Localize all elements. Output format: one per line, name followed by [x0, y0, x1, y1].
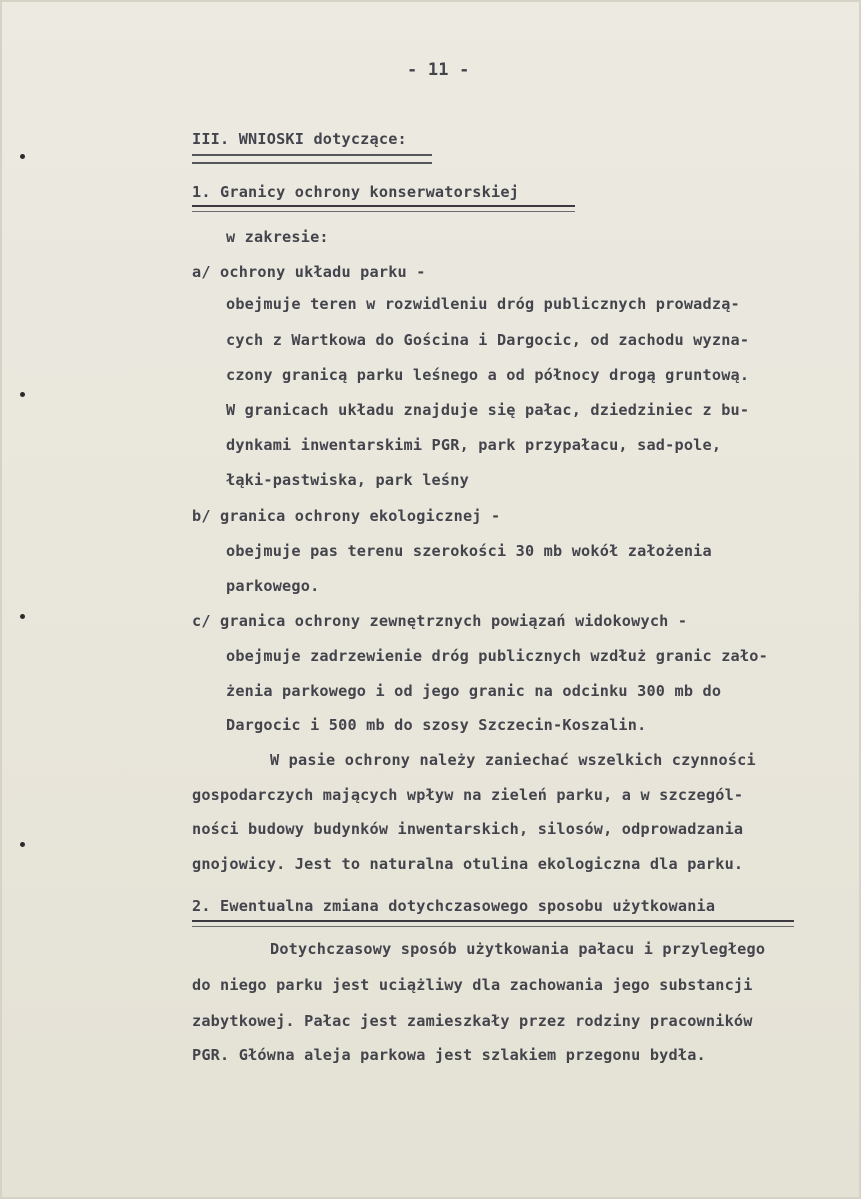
item-c-line: obejmuje zadrzewienie dróg publicznych wzdłuż granic zało-	[226, 647, 768, 665]
page-number: - 11 -	[407, 60, 470, 80]
paragraph-line: gospodarczych mających wpływ na zieleń parku, a w szczegól-	[192, 786, 744, 804]
punch-hole-mark	[20, 154, 25, 159]
item-c-label: c/ granica ochrony zewnętrznych powiązań widokowych -	[192, 612, 688, 630]
item-a-line: cych z Wartkowa do Gościna i Dargocic, od zachodu wyzna-	[226, 331, 750, 349]
section-1-underline	[192, 205, 575, 212]
punch-hole-mark	[20, 392, 25, 397]
item-a-label: a/ ochrony układu parku -	[192, 263, 426, 281]
heading-underline	[192, 154, 432, 164]
section-heading: III. WNIOSKI dotyczące:	[192, 130, 407, 148]
item-b-line: parkowego.	[226, 577, 320, 595]
section-1-title: 1. Granicy ochrony konserwatorskiej	[192, 183, 520, 201]
punch-hole-mark	[20, 614, 25, 619]
section-1-intro: w zakresie:	[226, 228, 329, 246]
item-c-line: żenia parkowego i od jego granic na odcinku 300 mb do	[226, 682, 722, 700]
item-a-line: łąki-pastwiska, park leśny	[226, 471, 469, 489]
item-b-label: b/ granica ochrony ekologicznej -	[192, 507, 501, 525]
item-a-line: czony granicą parku leśnego a od północy drogą gruntową.	[226, 366, 750, 384]
item-a-line: obejmuje teren w rozwidleniu dróg publicznych prowadzą-	[226, 295, 740, 313]
paragraph-line: do niego parku jest uciążliwy dla zachowania jego substancji	[192, 976, 753, 994]
paragraph-line: gnojowicy. Jest to naturalna otulina ekologiczna dla parku.	[192, 855, 744, 873]
paragraph-line: ności budowy budynków inwentarskich, silosów, odprowadzania	[192, 820, 744, 838]
paragraph-line: Dotychczasowy sposób użytkowania pałacu i przyległego	[270, 940, 766, 958]
punch-hole-mark	[20, 842, 25, 847]
item-c-line: Dargocic i 500 mb do szosy Szczecin-Koszalin.	[226, 716, 647, 734]
item-b-line: obejmuje pas terenu szerokości 30 mb wokół założenia	[226, 542, 712, 560]
item-a-line: W granicach układu znajduje się pałac, dziedziniec z bu-	[226, 401, 750, 419]
paragraph-line: W pasie ochrony należy zaniechać wszelkich czynności	[270, 751, 756, 769]
section-2-underline	[192, 920, 794, 927]
item-a-line: dynkami inwentarskimi PGR, park przypałacu, sad-pole,	[226, 436, 722, 454]
paragraph-line: zabytkowej. Pałac jest zamieszkały przez rodziny pracowników	[192, 1012, 753, 1030]
paragraph-line: PGR. Główna aleja parkowa jest szlakiem przegonu bydła.	[192, 1046, 706, 1064]
section-2-title: 2. Ewentualna zmiana dotychczasowego sposobu użytkowania	[192, 897, 716, 915]
